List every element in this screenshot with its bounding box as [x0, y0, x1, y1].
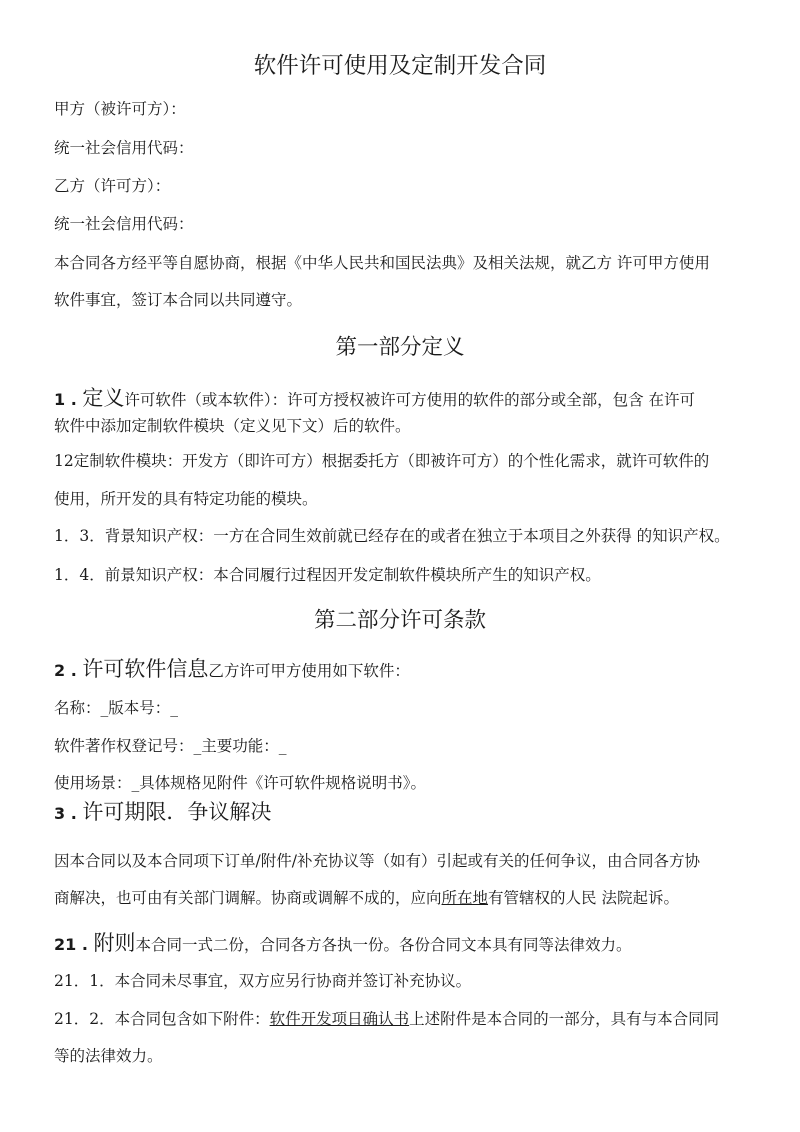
- clause-21-dot: .: [76, 935, 94, 954]
- clause-2-dot: .: [65, 661, 83, 680]
- clause-3-heading: 许可期限．争议解决: [82, 800, 272, 824]
- dispute-line-2-end: 有管辖权的人民 法院起诉。: [488, 889, 679, 907]
- clause-2-line: [54, 659, 750, 681]
- dispute-line-2-start: 商解决，也可由有关部门调解。协商或调解不成的，应向: [54, 889, 442, 907]
- clause-1-heading: 定义: [82, 386, 125, 410]
- clause-3-line: [54, 802, 750, 824]
- software-name-version-line: 名称：_版本号：_: [54, 699, 179, 717]
- part-one-heading: 第一部分定义: [335, 335, 465, 360]
- clause-1-4: 1．4．前景知识产权：本合同履行过程因开发定制软件模块所产生的知识产权。: [54, 566, 601, 584]
- clause-21-1: 21．1．本合同未尽事宜，双方应另行协商并签订补充协议。: [54, 972, 472, 990]
- dispute-line-2: [54, 888, 750, 908]
- clause-1-number: 1: [54, 390, 66, 409]
- clause-21-line: [54, 933, 750, 955]
- copyright-registration-line: 软件著作权登记号：_主要功能：_: [54, 737, 287, 755]
- clause-1-text: 许可软件（或本软件）：许可方授权被许可方使用的软件的部分或全部，包含 在许可: [124, 391, 696, 409]
- party-b-credit-code-label: 统一社会信用代码：: [54, 215, 194, 233]
- clause-21-heading: 附则: [93, 931, 136, 955]
- document-title: 软件许可使用及定制开发合同: [253, 53, 547, 79]
- clause-3-number: 3: [54, 804, 66, 823]
- clause-21-number: 21: [54, 935, 77, 954]
- usage-scenario-line: 使用场景：_具体规格见附件《许可软件规格说明书》。: [54, 774, 427, 792]
- party-a-credit-code-label: 统一社会信用代码：: [54, 139, 194, 157]
- clause-1-2-line-1: 12定制软件模块：开发方（即许可方）根据委托方（即被许可方）的个性化需求，就许可软件的: [54, 452, 710, 470]
- preamble-line-1: 本合同各方经平等自愿协商，根据《中华人民共和国民法典》及相关法规，就乙方 许可甲方使用: [54, 254, 710, 272]
- part-two-heading: 第二部分许可条款: [313, 608, 486, 633]
- clause-1-line-2: 软件中添加定制软件模块（定义见下文）后的软件。: [54, 417, 411, 435]
- jurisdiction-underlined: 所在地: [441, 889, 489, 907]
- clause-21-2-line-2: 等的法律效力。: [54, 1047, 163, 1065]
- clause-21-text: 本合同一式二份，合同各方各执一份。各份合同文本具有同等法律效力。: [135, 936, 632, 954]
- clause-1-2-line-2: 使用，所开发的具有特定功能的模块。: [54, 490, 318, 508]
- attachment-name-underlined: 软件开发项日确认书: [269, 1010, 410, 1028]
- clause-1-line-1: [54, 388, 750, 410]
- clause-2-heading: 许可软件信息: [82, 657, 209, 681]
- clause-21-2-line-1: [54, 1009, 750, 1029]
- dispute-line-1: 因本合同以及本合同项下订单/附件/补充协议等（如有）引起或有关的任何争议，由合同各方协: [54, 852, 700, 870]
- clause-2-text: 乙方许可甲方使用如下软件：: [208, 662, 410, 680]
- party-b-label: 乙方（许可方）：: [54, 177, 171, 195]
- preamble-line-2: 软件事宜，签订本合同以共同遵守。: [54, 291, 303, 309]
- clause-21-2-end: 上述附件是本合同的一部分，具有与本合同同: [409, 1010, 720, 1028]
- clause-3-dot: .: [65, 804, 83, 823]
- clause-21-2-start: 21．2．本合同包含如下附件：: [54, 1010, 270, 1028]
- clause-2-number: 2: [54, 661, 66, 680]
- party-a-label: 甲方（被许可方）：: [54, 100, 186, 118]
- clause-1-3: 1．3．背景知识产权：一方在合同生效前就已经存在的或者在独立于本项目之外获得 的知识产权。: [54, 527, 730, 545]
- clause-1-dot: .: [65, 390, 83, 409]
